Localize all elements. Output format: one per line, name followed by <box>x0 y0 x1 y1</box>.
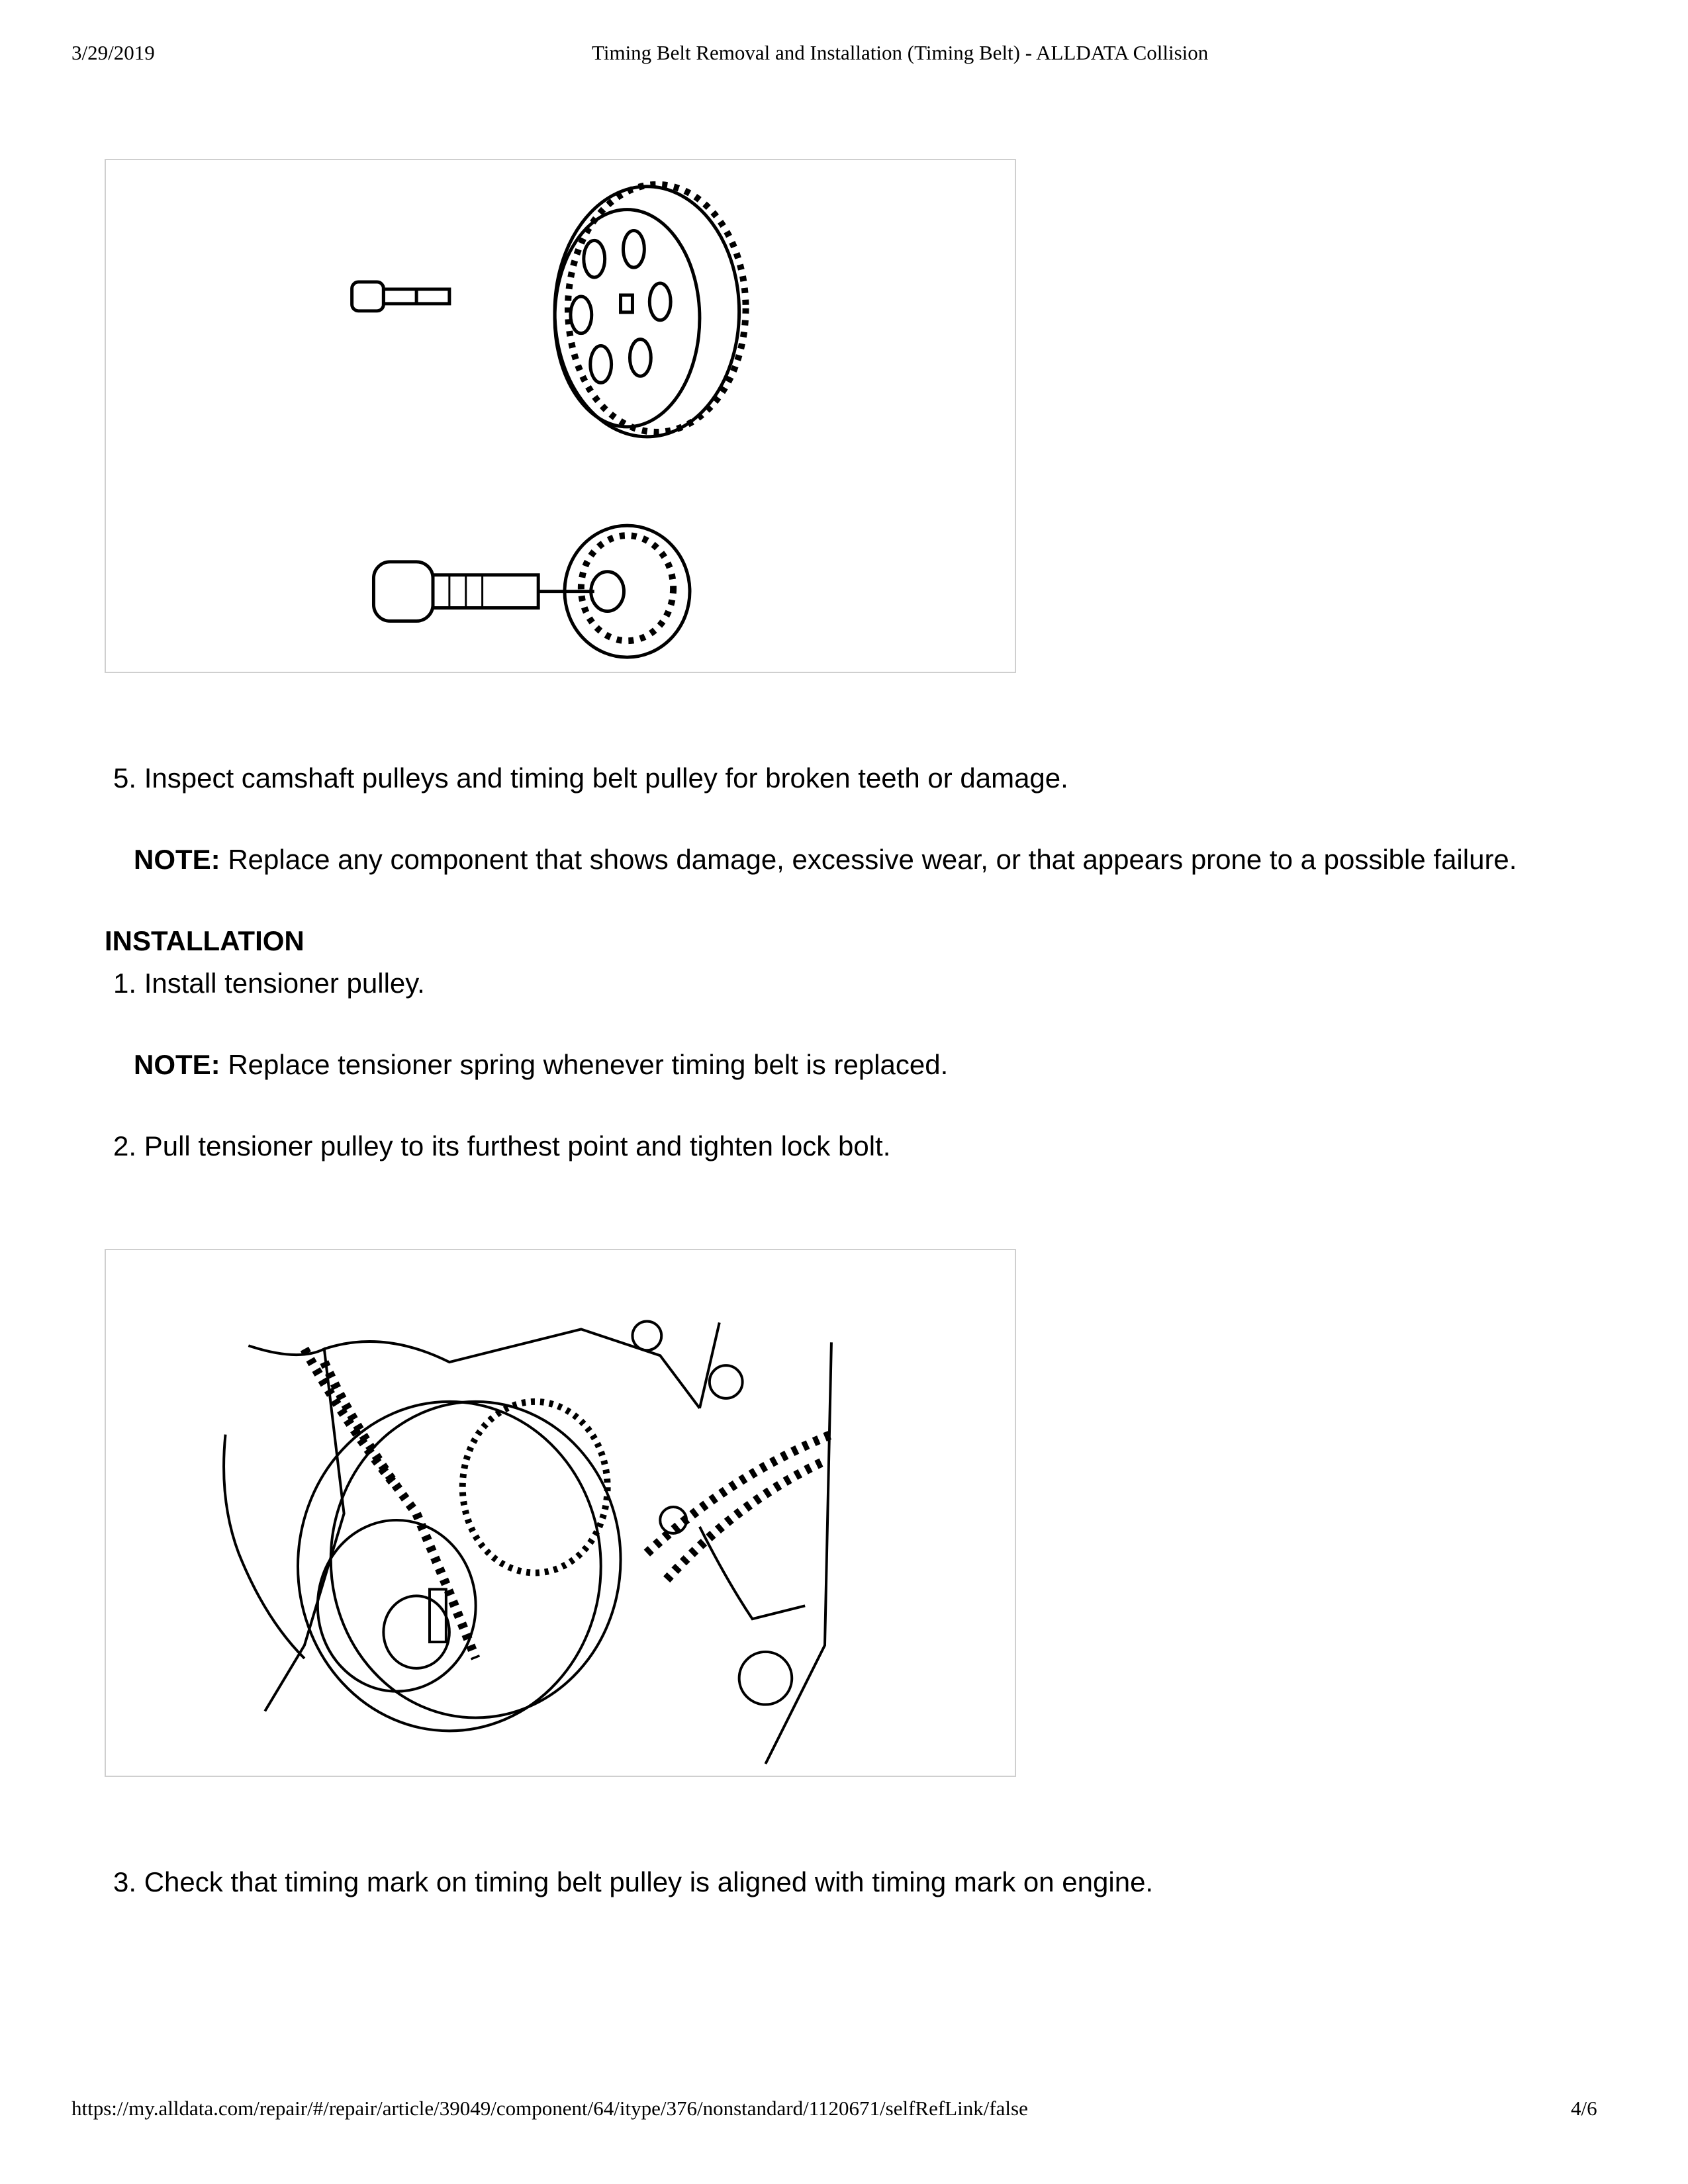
step-text: Inspect camshaft pulleys and timing belt pulley for broken teeth or damage. <box>144 762 1068 794</box>
installation-step-3 <box>113 1868 1153 1896</box>
installation-step-2 <box>113 1132 890 1160</box>
note-label: NOTE: <box>134 844 220 875</box>
page-title: Timing Belt Removal and Installation (Timing Belt) - ALLDATA Collision <box>592 41 1209 64</box>
note-text: Replace tensioner spring whenever timing belt is replaced. <box>228 1049 949 1080</box>
print-date: 3/29/2019 <box>71 41 155 64</box>
page-number: 4/6 <box>1571 2097 1597 2120</box>
step-text: Install tensioner pulley. <box>144 968 425 999</box>
installation-note <box>134 1051 948 1079</box>
removal-step-5 <box>113 764 1068 792</box>
tensioner-pulley-illustration <box>105 1249 1016 1777</box>
note-label: NOTE: <box>134 1049 220 1080</box>
step-number: 3. <box>113 1866 137 1897</box>
step-number: 2. <box>113 1130 137 1161</box>
removal-note <box>134 846 1517 874</box>
pulley-and-bolt-illustration <box>105 159 1016 673</box>
step-number: 1. <box>113 968 137 999</box>
installation-step-1 <box>113 970 425 997</box>
installation-heading: INSTALLATION <box>105 925 305 956</box>
note-text: Replace any component that shows damage, excessive wear, or that appears prone to a possible failure. <box>228 844 1517 875</box>
footer-url: https://my.alldata.com/repair/#/repair/article/39049/component/64/itype/376/nonstandard/1120671/selfRefLink/false <box>71 2097 1028 2120</box>
step-number: 5. <box>113 762 137 794</box>
step-text: Check that timing mark on timing belt pulley is aligned with timing mark on engine. <box>144 1866 1154 1897</box>
step-text: Pull tensioner pulley to its furthest point and tighten lock bolt. <box>144 1130 891 1161</box>
